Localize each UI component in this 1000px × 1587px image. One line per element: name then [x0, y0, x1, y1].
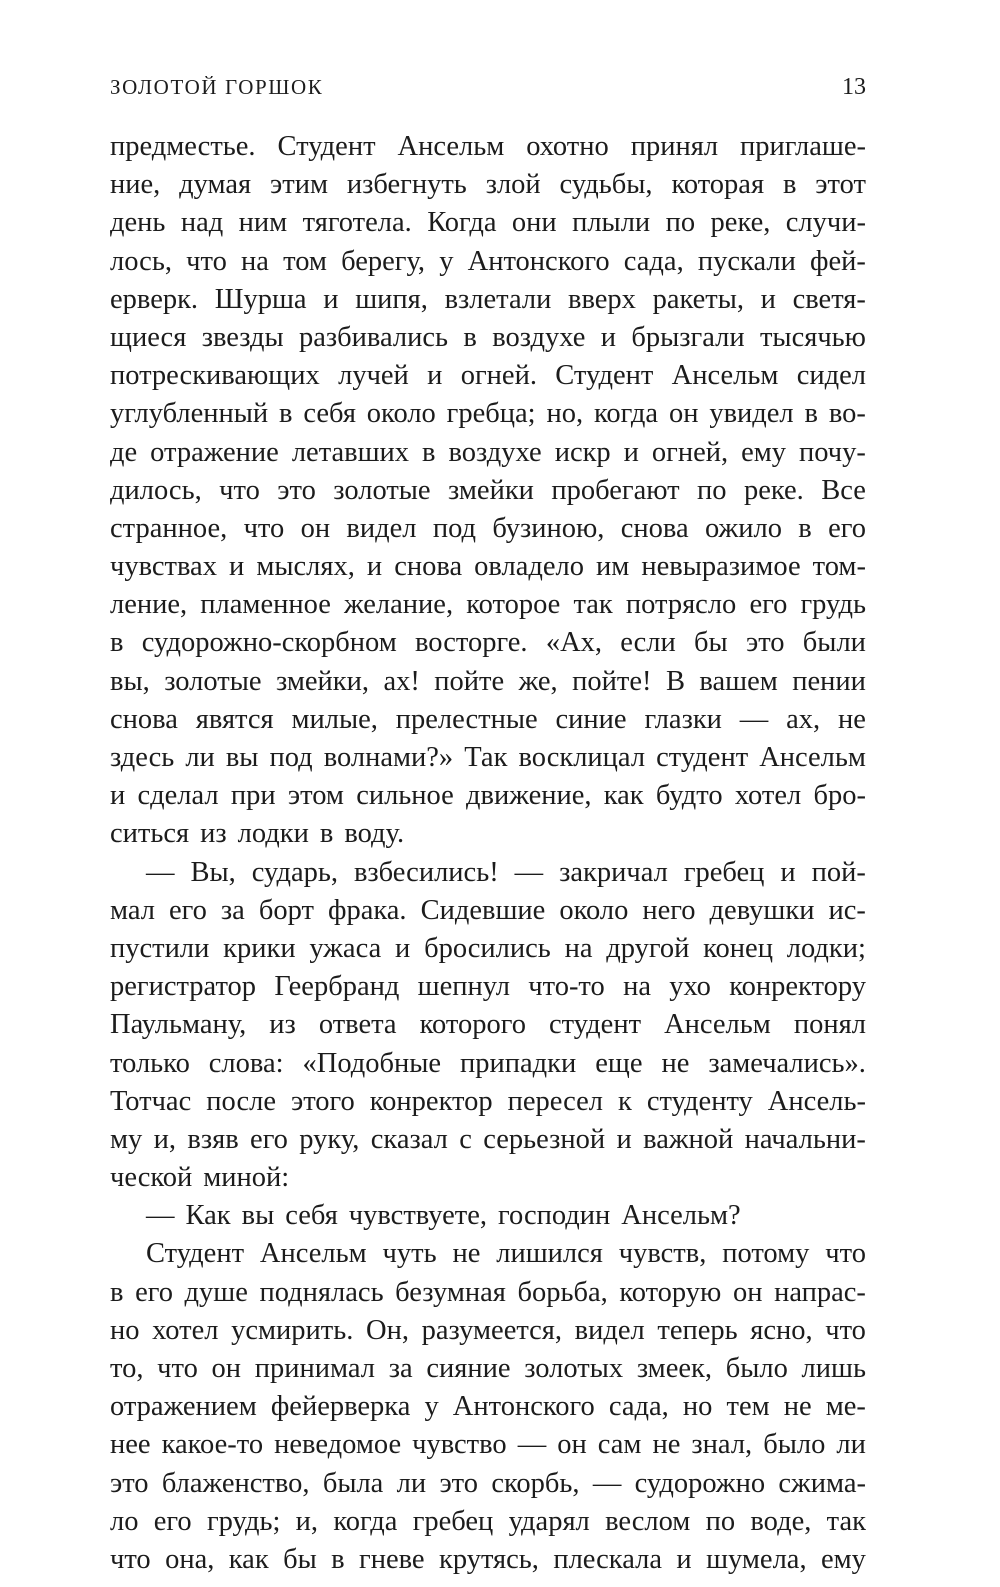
text-line: нее какое-то неведомое чувство — он сам не знал, было ли	[110, 1429, 866, 1461]
text-line: в судорожно-скорбном восторге. «Ах, если бы это были	[110, 627, 866, 659]
text-line: де отражение летавших в воздухе искр и огней, ему почу-	[110, 436, 866, 468]
text-line: только слова: «Подобные припадки еще не замечались».	[110, 1047, 866, 1079]
page-number: 13	[842, 74, 866, 100]
text-line: ло его грудь; и, когда гребец ударял веслом по воде, так	[110, 1505, 866, 1537]
text-line: ческой миной:	[110, 1162, 290, 1194]
text-line: ерверк. Шурша и шипя, взлетали вверх ракеты, и светя-	[110, 283, 866, 315]
text-line: то, что он принимал за сияние золотых змеек, было лишь	[110, 1353, 866, 1384]
text-line: — Вы, сударь, взбесились! — закричал гребец и пой-	[146, 856, 866, 888]
text-line: снова явятся милые, прелестные синие глазки — ах, не	[110, 703, 866, 735]
body-text	[110, 128, 866, 1579]
text-line: день над ним тяготела. Когда они плыли по реке, случи-	[110, 207, 866, 239]
book-title: ЗОЛОТОЙ ГОРШОК	[110, 75, 324, 99]
text-line: и сделал при этом сильное движение, как будто хотел бро-	[110, 780, 866, 812]
text-line: в его душе поднялась безумная борьба, которую он напрас-	[110, 1276, 866, 1308]
text-line: Тотчас после этого конректор пересел к студенту Ансель-	[110, 1085, 866, 1117]
text-line: щиеся звезды разбивались в воздухе и брызгали тысячью	[110, 321, 866, 353]
text-line: пустили крики ужаса и бросились на другой конец лодки;	[110, 932, 866, 964]
text-line: Паульману, из ответа которого студент Ансельм понял	[110, 1009, 866, 1041]
text-line: ситься из лодки в воду.	[110, 818, 405, 850]
text-line: дилось, что это золотые змейки пробегают по реке. Все	[110, 474, 866, 506]
running-header	[110, 72, 866, 106]
text-line: предместье. Студент Ансельм охотно принял приглаше-	[110, 131, 866, 162]
text-line: потрескивающих лучей и огней. Студент Ансельм сидел	[110, 360, 866, 392]
text-line: мал его за борт фрака. Сидевшие около него девушки ис-	[110, 894, 866, 926]
text-line: здесь ли вы под волнами?» Так восклицал студент Ансельм	[110, 742, 866, 773]
text-line: вы, золотые змейки, ах! пойте же, пойте! В вашем пении	[110, 665, 866, 697]
text-line: регистратор Геербранд шепнул что-то на ухо конректору	[110, 971, 866, 1003]
text-line: чувствах и мыслях, и снова овладело им невыразимое том-	[110, 551, 866, 583]
text-line: — Как вы себя чувствуете, господин Ансельм?	[146, 1200, 741, 1232]
text-line: ление, пламенное желание, которое так потрясло его грудь	[110, 589, 866, 621]
text-line: му и, взяв его руку, сказал с серьезной и важной начальни-	[110, 1123, 866, 1155]
text-line: но хотел усмирить. Он, разумеется, видел теперь ясно, что	[110, 1314, 866, 1346]
text-line: что она, как бы в гневе крутясь, плескала и шумела, ему	[110, 1543, 866, 1575]
text-line: лось, что на том берегу, у Антонского сада, пускали фей-	[110, 245, 866, 277]
text-line: Студент Ансельм чуть не лишился чувств, потому что	[146, 1238, 866, 1270]
text-line: углубленный в себя около гребца; но, когда он увидел в во-	[110, 398, 866, 430]
text-line: ние, думая этим избегнуть злой судьбы, которая в этот	[110, 169, 866, 201]
text-line: отражением фейерверка у Антонского сада, но тем не ме-	[110, 1391, 866, 1423]
text-line: это блаженство, была ли это скорбь, — судорожно сжима-	[110, 1467, 866, 1499]
text-line: странное, что он видел под бузиною, снова ожило в его	[110, 512, 866, 544]
